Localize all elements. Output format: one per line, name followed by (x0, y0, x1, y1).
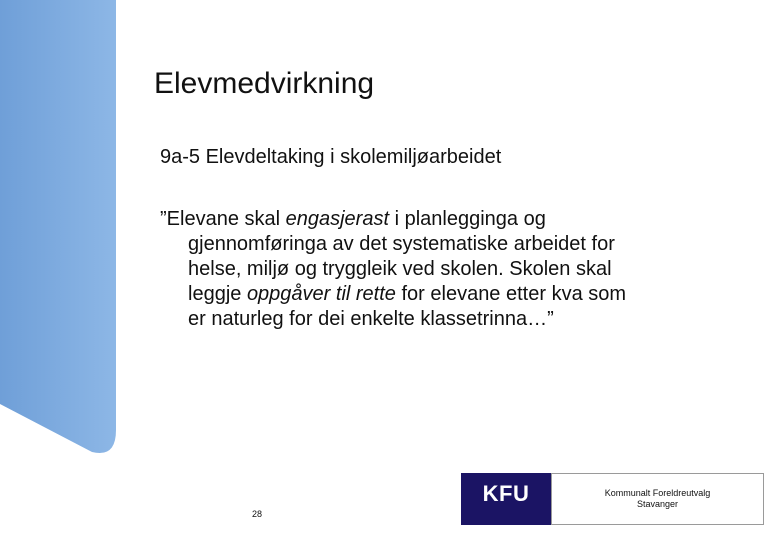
quote-line: er naturleg for dei enkelte klassetrinna…” (188, 308, 554, 330)
page-number: 28 (252, 509, 263, 519)
law-quote (160, 207, 740, 332)
organization-name-box (551, 473, 764, 525)
organization-name: Kommunalt Foreldreutvalg (604, 488, 711, 498)
slide-subtitle: 9a-5 Elevdeltaking i skolemiljøarbeidet (160, 146, 502, 168)
quote-line: helse, miljø og tryggleik ved skolen. Skolen skal (188, 258, 612, 280)
quote-line: gjennomføringa av det systematiske arbeidet for (188, 233, 615, 255)
quote-line: leggje oppgåver til rette for elevane etter kva som (188, 283, 627, 305)
kfu-logo-text: KFU (482, 481, 530, 506)
quote-line: ”Elevane skal engasjerast i planlegginga og (160, 208, 546, 230)
organization-city: Stavanger (636, 499, 679, 509)
kfu-logo (461, 473, 551, 525)
slide-title: Elevmedvirkning (154, 67, 375, 100)
decorative-side-bar (0, 0, 130, 540)
